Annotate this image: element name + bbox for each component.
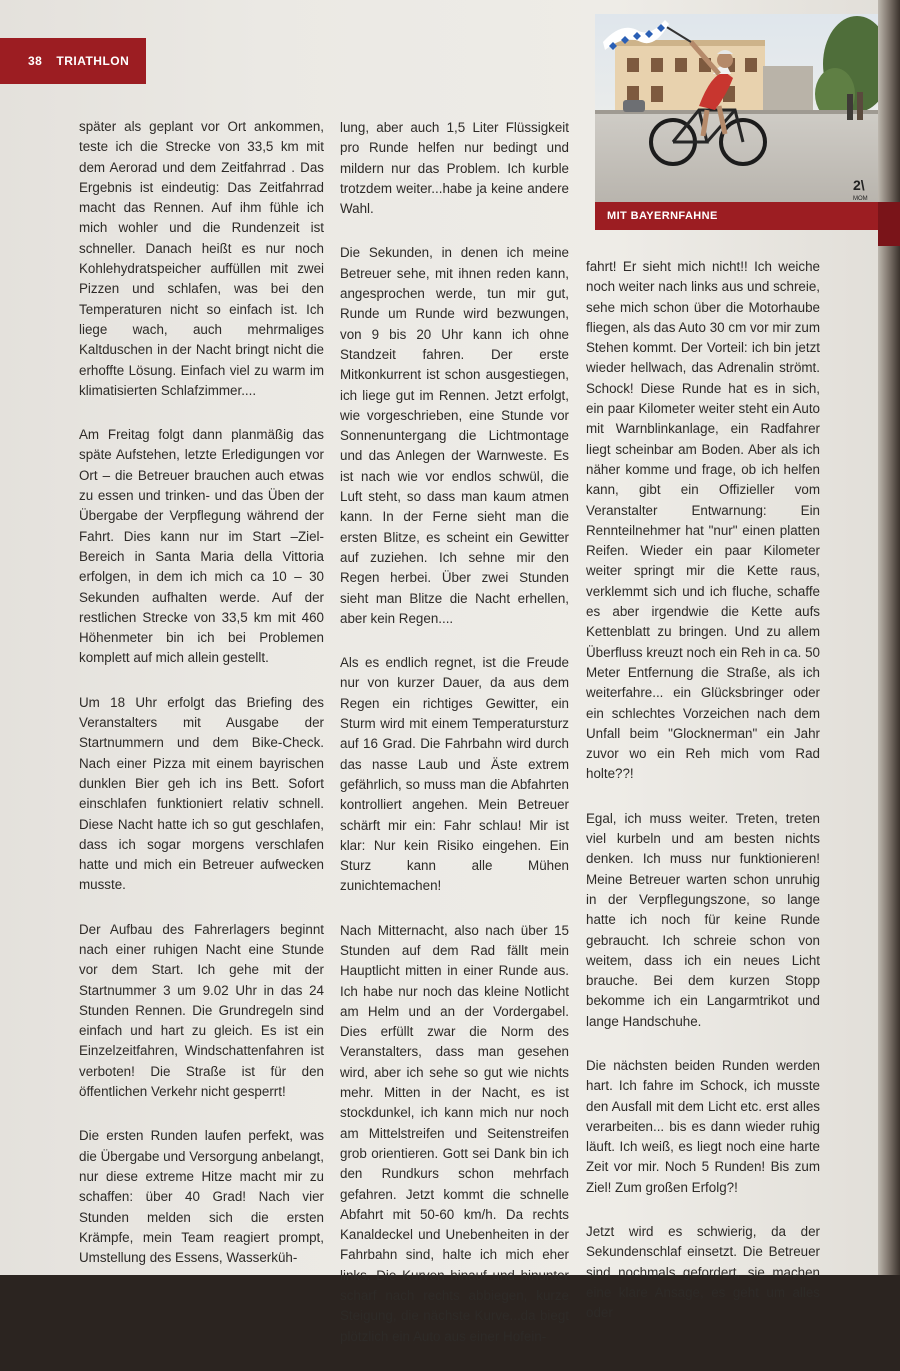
page-number: 38 <box>28 54 43 68</box>
section-title: TRIATHLON <box>56 54 130 68</box>
section-header <box>0 38 146 84</box>
text-column-1 <box>79 117 324 1292</box>
paragraph: Der Aufbau des Fahrerlagers beginnt nach einer ruhigen Nacht eine Stunde vor dem Start. Ich gehe mit der Startnummer 3 um 9.02 Uhr in das 24 Stunden Rennen. Die Grundregeln sind einfach und hart zu gleich. Es ist ein Einzelzeitfahren, Windschattenfahren ist verboten! Die Straße ist für den öffentlichen Verkehr nicht gesperrt! <box>79 921 324 1100</box>
text-column-2 <box>340 118 569 1371</box>
svg-text:MOM: MOM <box>853 196 868 202</box>
paragraph: Egal, ich muss weiter. Treten, treten viel kurbeln und am besten nichts denken. Ich muss nur funktionieren! Meine Betreuer warten schon unruhig in der Verpflegungszone, so lange hatte ich noch für keine Runde gebraucht. Ich schreie schon von weitem, dass ich ein neues Licht brauche. Bei dem kurzen Stopp bekomme ich ein Langarmtrikot und lange Handschuhe. <box>586 810 820 1029</box>
cyclist-with-flag-illustration <box>595 14 885 204</box>
paragraph: Am Freitag folgt dann planmäßig das späte Aufstehen, letzte Erledigungen vor Ort – die Betreuer brauchen auch etwas zu essen und trinken- und das Üben der Übergabe der Verpflegung während der Fahrt. Dies kann nur im Start –Ziel-Bereich in Santa Maria della Vittoria erfolgen, in dem ich mich ca 10 – 30 Sekunden aufhalten werde. Auf der restlichen Strecke von 33,5 km mit 460 Höhenmeter bin ich bei Problemen komplett auf mich allein gestellt. <box>79 427 324 666</box>
photo-caption: MIT BAYERNFAHNE <box>607 210 718 222</box>
caption-accent <box>878 202 900 246</box>
page-edge-shadow <box>878 0 900 1275</box>
paragraph: später als geplant vor Ort ankommen, teste ich die Strecke von 33,5 km mit dem Aerorad und dem Zeitfahrrad . Das Ergebnis ist eindeutig: Das Zeitfahrrad macht das Rennen. Auf ihm fühle ich mich wohler und die Rundenzeit ist schneller. Danach heißt es nur noch Kohlehydratspeicher auffüllen mit zwei Pizzen und schlafen, was bei den Temperaturen nicht so einfach ist. Ich liege wach, auch mehrmaliges Kaltduschen in der Nacht bringt nicht die erhoffte Lösung. Einfach viel zu warm im klimatisierten Schlafzimmer.... <box>79 119 324 398</box>
photo-watermark-logo: 2\ <box>853 177 865 193</box>
cyclist-photo <box>595 14 885 204</box>
paragraph: Die ersten Runden laufen perfekt, was die Übergabe und Versorgung anbelangt, nur diese extreme Hitze macht mir zu schaffen: über 40 Grad! Nach vier Stunden melden sich die ersten Krämpfe, mein Team reagiert prompt, Umstellung des Essens, Wasserküh- <box>79 1128 324 1266</box>
paragraph: fahrt! Er sieht mich nicht!! Ich weiche noch weiter nach links aus und schreie, sehe mich schon über die Motorhaube fliegen, als das Auto 30 cm vor mir zum Stehen kommt. Der Vorteil: ich bin jetzt wieder hellwach, das Adrenalin strömt. Schock! Diese Runde hat es in sich, ein paar Kilometer weiter steht ein Auto mit Warnblinkanlage, ein Radfahrer liegt scheinbar am Boden. Aber als ich näher komme und frage, ob ich helfen kann, gibt ein Offizieller vom Veranstalter Entwarnung: Ein Rennteilnehmer hat "nur" einen platten Reifen. Wieder ein paar Kilometer weiter springt mir die Kette raus, verklemmt sich und ich fluche, schaffe es aber irgendwie die Kette aufs Kettenblatt zu bringen. Und zu allem Überfluss kreuzt noch ein Reh in ca. 50 Meter Entfernung die Straße, als ich weiterfahre... ein Glücksbringer oder ein schlechtes Vorzeichen nach dem Unfall beim "Glocknerman" ein Jahr zuvor wo ein Reh mich vom Rad holte??! <box>586 259 820 782</box>
photo-caption-bar <box>595 202 878 230</box>
paragraph: Nach Mitternacht, also nach über 15 Stunden auf dem Rad fällt mein Hauptlicht mitten in einer Runde aus. Ich habe nur noch das kleine Notlicht am Helm und an der Vordergabel. Dies erfüllt zwar die Norm des Veranstalters, dass man gesehen wird, aber ich sehe so gut wie nichts mehr. Mitten in der Nacht, es ist stockdunkel, ich kann mich nur noch am Mittelstreifen und Seitenstreifen grob orientieren. Gott sei Dank bin ich den Rundkurs schon mehrfach gefahren. Jetzt kommt die schnelle Abfahrt mit 50-60 km/h. Da rechts Kanaldeckel und Unebenheiten in der Fahrbahn sind, halte ich mich eher links. Die Kurven hinauf und hinunter scharf nach rechts abbiegen, kurze Steigung, die nächste Kurve...da biegt plötzlich ein Auto aus einer Hofein- <box>340 922 569 1344</box>
paragraph: Die Sekunden, in denen ich meine Betreuer sehe, mit ihnen reden kann, angesprochen werde, tun mir gut, Runde um Runde wird bezwungen, von 9 bis 20 Uhr kann ich ohne Standzeit fahren. Der erste Mitkonkurrent ist schon ausgestiegen, ich liege gut im Rennen. Jetzt erfolgt, wie vorgeschrieben, eine Stunde vor Sonnenuntergang die Lichtmontage und das Anlegen der Warnweste. Es ist nach wie vor endlos schwül, die Luft steht, so dass man kaum atmen kann. In der Ferne sieht man die ersten Blitze, es scheint ein Gewitter auf zuziehen. Ich sehne mir den Regen herbei. Über zwei Stunden sieht man Blitze die Nacht erhellen, aber kein Regen.... <box>340 245 569 626</box>
paragraph: Als es endlich regnet, ist die Freude nur von kurzer Dauer, da aus dem Regen ein richtiges Gewitter, ein Sturm wird mit einem Temperatursturz auf 16 Grad. Die Fahrbahn wird durch das nasse Laub und Äste extrem gefährlich, so muss man die Abfahrten kontrolliert angehen. Mein Betreuer schärft mir ein: Fahr schlau! Mir ist klar: Nur kein Risiko eingehen. Ein Sturz kann alle Mühen zunichtemachen! <box>340 655 569 894</box>
paragraph: Die nächsten beiden Runden werden hart. Ich fahre im Schock, ich musste den Ausfall mit dem Licht etc. erst alles verarbeiten... bis es dann wieder ruhig läuft. Ich weiß, es liegt noch eine harte Zeit vor mir. Noch 5 Runden! Bis zum Ziel! Zum großen Erfolg?! <box>586 1057 820 1195</box>
text-column-3 <box>586 257 820 1348</box>
paragraph: Jetzt wird es schwierig, da der Sekundenschlaf einsetzt. Die Betreuer sind nochmals gefordert, sie machen eine klare Ansage, es geht um alles oder <box>586 1224 820 1321</box>
paragraph: lung, aber auch 1,5 Liter Flüssigkeit pro Runde helfen nur bedingt und mildern nur das Problem. Ich kurble trotzdem weiter...habe ja keine andere Wahl. <box>340 120 569 217</box>
paragraph: Um 18 Uhr erfolgt das Briefing des Veranstalters mit Ausgabe der Startnummern und dem Bike-Check. Nach einer Pizza mit einem bayrischen dunklen Bier geh ich ins Bett. Sofort einschlafen funktioniert relativ schnell. Diese Nacht hatte ich so gut geschlafen, dass ich sogar morgens verschlafen hatte und mich ein Betreuer aufwecken musste. <box>79 694 324 893</box>
